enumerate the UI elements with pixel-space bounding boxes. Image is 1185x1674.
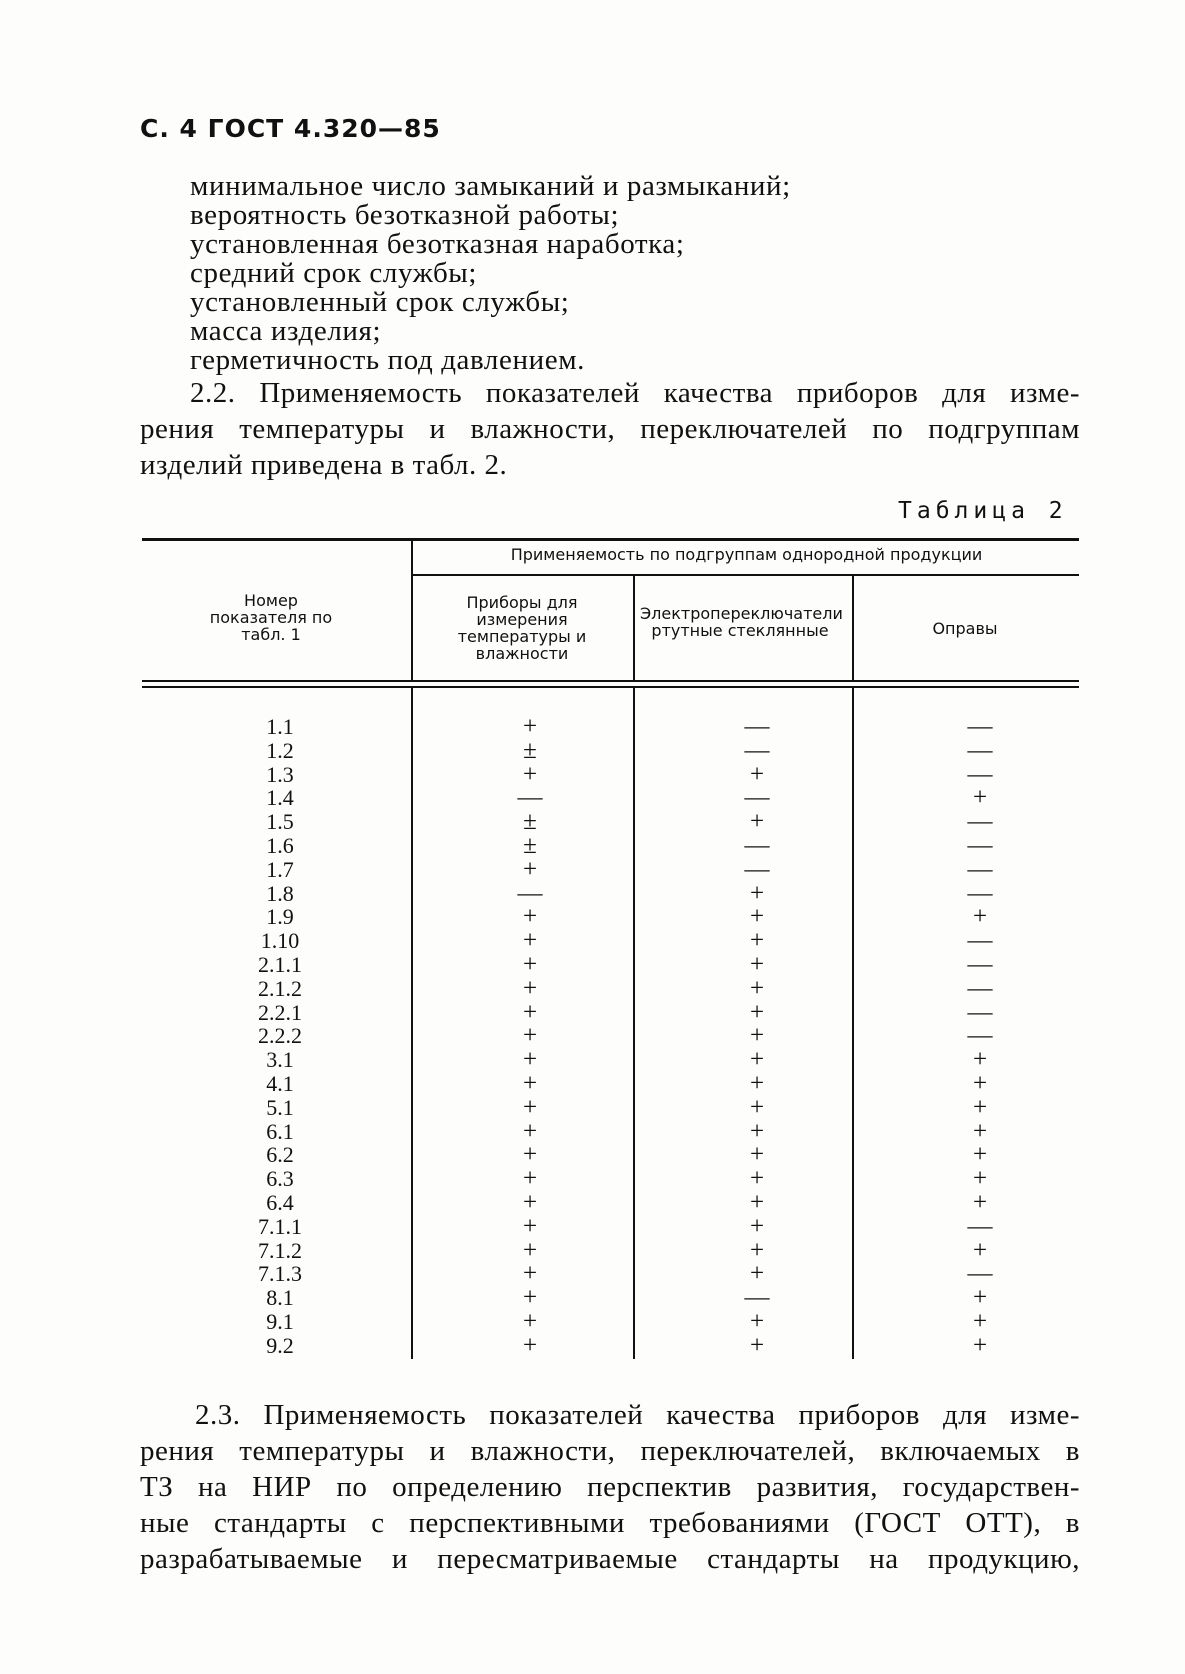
- row-number: 7.1.1: [258, 1213, 302, 1239]
- switches-mark: —: [744, 832, 770, 859]
- row-number: 7.1.3: [258, 1261, 302, 1287]
- row-number: 1.1: [266, 714, 294, 739]
- instruments-mark: —: [517, 784, 543, 812]
- switches-mark: +: [749, 1141, 765, 1169]
- row-number: 6.2: [266, 1142, 294, 1168]
- frames-mark: —: [967, 808, 993, 836]
- instruments-mark: +: [522, 1093, 538, 1121]
- row-number: 6.4: [266, 1190, 294, 1215]
- switches-mark: +: [749, 808, 765, 836]
- frames-mark: —: [967, 1022, 993, 1050]
- switches-mark: +: [749, 1189, 765, 1216]
- frames-mark: +: [972, 1046, 988, 1074]
- instruments-mark: +: [522, 1022, 538, 1050]
- list-item: масса изделия;: [190, 315, 382, 347]
- frames-mark: —: [967, 760, 993, 788]
- switches-mark: +: [749, 1093, 765, 1121]
- frames-mark: +: [972, 1141, 988, 1169]
- row-number: 1.5: [266, 809, 294, 835]
- switches-mark: —: [744, 784, 770, 812]
- table-row: [0, 1286, 1185, 1310]
- frames-mark: +: [972, 1165, 988, 1193]
- table-row: [0, 879, 1185, 907]
- table-caption: Таблица 2: [898, 498, 1068, 524]
- instruments-mark: ±: [523, 736, 537, 764]
- table-row: [0, 1167, 1185, 1191]
- row-number: 7.1.2: [258, 1237, 302, 1263]
- switches-mark: —: [744, 855, 770, 883]
- table-row: [0, 786, 1185, 810]
- instruments-mark: +: [522, 1117, 538, 1145]
- frames-mark: +: [972, 1284, 988, 1312]
- frames-mark: —: [967, 1260, 993, 1288]
- table-top-rule: [142, 538, 1079, 541]
- row-number: 9.1: [266, 1309, 294, 1334]
- list-item: герметичность под давлением.: [190, 344, 585, 376]
- table-row: [0, 1093, 1185, 1121]
- column-header-number: Номер показателя по табл. 1: [209, 591, 333, 644]
- table-row: [0, 1262, 1185, 1286]
- table-row: [0, 998, 1185, 1026]
- switches-mark: —: [744, 736, 770, 764]
- instruments-mark: +: [522, 903, 538, 931]
- paragraph-line: разрабатываемые и пересматриваемые стандарты на продукцию,: [140, 1543, 1080, 1575]
- table-row: [0, 905, 1185, 929]
- switches-mark: +: [749, 879, 765, 907]
- list-item: минимальное число замыканий и размыканий;: [190, 170, 791, 202]
- instruments-mark: —: [517, 879, 543, 907]
- frames-mark: —: [967, 713, 993, 740]
- row-number: 9.2: [266, 1332, 294, 1358]
- row-number: 1.2: [266, 737, 294, 763]
- switches-mark: +: [749, 903, 765, 931]
- frames-mark: +: [972, 1070, 988, 1097]
- instruments-mark: +: [522, 1141, 538, 1169]
- paragraph-line: ТЗ на НИР по определению перспектив развития, государствен-: [140, 1471, 1080, 1503]
- frames-mark: —: [967, 951, 993, 978]
- instruments-mark: +: [522, 1212, 538, 1240]
- frames-mark: —: [967, 879, 993, 907]
- frames-mark: +: [972, 784, 988, 812]
- instruments-mark: +: [522, 951, 538, 978]
- switches-mark: +: [749, 1070, 765, 1097]
- switches-mark: +: [749, 1260, 765, 1288]
- group-header: Применяемость по подгруппам однородной продукции: [510, 545, 983, 564]
- table-row: [0, 1212, 1185, 1240]
- switches-mark: +: [749, 1308, 765, 1335]
- switches-mark: +: [749, 1236, 765, 1264]
- table-row: [0, 1191, 1185, 1215]
- switches-mark: +: [749, 760, 765, 788]
- switches-mark: —: [744, 1284, 770, 1312]
- table-row: [0, 1236, 1185, 1264]
- frames-mark: —: [967, 1212, 993, 1240]
- row-number: 2.1.1: [258, 952, 302, 977]
- row-number: 4.1: [266, 1071, 294, 1096]
- instruments-mark: +: [522, 855, 538, 883]
- frames-mark: +: [972, 1093, 988, 1121]
- table-row: [0, 953, 1185, 977]
- row-number: 2.2.1: [258, 999, 302, 1025]
- list-item: установленная безотказная наработка;: [190, 228, 685, 260]
- instruments-mark: +: [522, 1284, 538, 1312]
- row-number: 1.4: [266, 785, 294, 811]
- instruments-mark: +: [522, 974, 538, 1002]
- table-row: [0, 834, 1185, 858]
- frames-mark: +: [972, 1331, 988, 1359]
- frames-mark: +: [972, 1308, 988, 1335]
- table-row: [0, 929, 1185, 953]
- instruments-mark: ±: [523, 832, 537, 859]
- row-number: 5.1: [266, 1094, 294, 1120]
- switches-mark: +: [749, 1117, 765, 1145]
- row-number: 1.7: [266, 856, 294, 882]
- table-row: [0, 1024, 1185, 1048]
- column-header-instruments: Приборы для измерения температуры и влажности: [457, 593, 587, 663]
- page-header: С. 4 ГОСТ 4.320—85: [140, 114, 441, 143]
- switches-mark: +: [749, 1022, 765, 1050]
- table-row: [0, 1048, 1185, 1072]
- frames-mark: +: [972, 903, 988, 931]
- table-row: [0, 1143, 1185, 1167]
- instruments-mark: ±: [523, 808, 537, 836]
- frames-mark: —: [967, 832, 993, 859]
- row-number: 8.1: [266, 1285, 294, 1311]
- instruments-mark: +: [522, 1046, 538, 1074]
- switches-mark: +: [749, 1165, 765, 1193]
- frames-mark: +: [972, 1117, 988, 1145]
- paragraph-line: 2.2. Применяемость показателей качества приборов для изме-: [190, 377, 1080, 409]
- column-header-frames: Оправы: [932, 619, 998, 638]
- column-divider: [633, 575, 635, 680]
- instruments-mark: +: [522, 760, 538, 788]
- frames-mark: +: [972, 1189, 988, 1216]
- frames-mark: —: [967, 855, 993, 883]
- frames-mark: —: [967, 927, 993, 955]
- instruments-mark: +: [522, 1189, 538, 1216]
- table-row: [0, 1331, 1185, 1359]
- column-divider: [411, 540, 413, 680]
- list-item: средний срок службы;: [190, 257, 478, 289]
- instruments-mark: +: [522, 1331, 538, 1359]
- header-bottom-rule: [142, 680, 1079, 682]
- row-number: 2.2.2: [258, 1023, 302, 1049]
- instruments-mark: +: [522, 1308, 538, 1335]
- instruments-mark: +: [522, 1070, 538, 1097]
- row-number: 6.1: [266, 1118, 294, 1144]
- switches-mark: —: [744, 713, 770, 740]
- paragraph-line: рения температуры и влажности, переключателей по подгруппам: [140, 413, 1080, 445]
- frames-mark: —: [967, 974, 993, 1002]
- frames-mark: —: [967, 998, 993, 1026]
- row-number: 6.3: [266, 1166, 294, 1192]
- table-row: [0, 1117, 1185, 1145]
- row-number: 2.1.2: [258, 975, 302, 1001]
- header-bottom-rule: [142, 686, 1079, 688]
- instruments-mark: +: [522, 1260, 538, 1288]
- frames-mark: —: [967, 736, 993, 764]
- paragraph-line: изделий приведена в табл. 2.: [140, 449, 508, 481]
- row-number: 3.1: [266, 1047, 294, 1073]
- list-item: установленный срок службы;: [190, 286, 570, 318]
- list-item: вероятность безотказной работы;: [190, 199, 620, 231]
- instruments-mark: +: [522, 713, 538, 740]
- row-number: 1.3: [266, 761, 294, 787]
- row-number: 1.9: [266, 904, 294, 930]
- column-divider: [852, 575, 854, 680]
- column-header-switches: Электропереключатели ртутные стеклянные: [640, 604, 843, 640]
- table-row: [0, 974, 1185, 1002]
- paragraph-line: рения температуры и влажности, переключателей, включаемых в: [140, 1435, 1080, 1467]
- switches-mark: +: [749, 1046, 765, 1074]
- row-number: 1.6: [266, 833, 294, 858]
- instruments-mark: +: [522, 1165, 538, 1193]
- frames-mark: +: [972, 1236, 988, 1264]
- table-row: [0, 855, 1185, 883]
- row-number: 1.10: [260, 928, 300, 954]
- instruments-mark: +: [522, 1236, 538, 1264]
- switches-mark: +: [749, 974, 765, 1002]
- switches-mark: +: [749, 998, 765, 1026]
- paragraph-line: 2.3. Применяемость показателей качества приборов для изме-: [195, 1399, 1080, 1431]
- switches-mark: +: [749, 951, 765, 978]
- switches-mark: +: [749, 1331, 765, 1359]
- table-row: [0, 760, 1185, 788]
- table-row: [0, 810, 1185, 834]
- row-number: 1.8: [266, 880, 294, 906]
- table-row: [0, 1072, 1185, 1096]
- instruments-mark: +: [522, 927, 538, 955]
- switches-mark: +: [749, 927, 765, 955]
- paragraph-line: ные стандарты с перспективными требованиями (ГОСТ ОТТ), в: [140, 1507, 1080, 1539]
- table-row: [0, 715, 1185, 739]
- group-header-rule: [412, 574, 1079, 576]
- table-row: [0, 1310, 1185, 1334]
- switches-mark: +: [749, 1212, 765, 1240]
- instruments-mark: +: [522, 998, 538, 1026]
- table-row: [0, 736, 1185, 764]
